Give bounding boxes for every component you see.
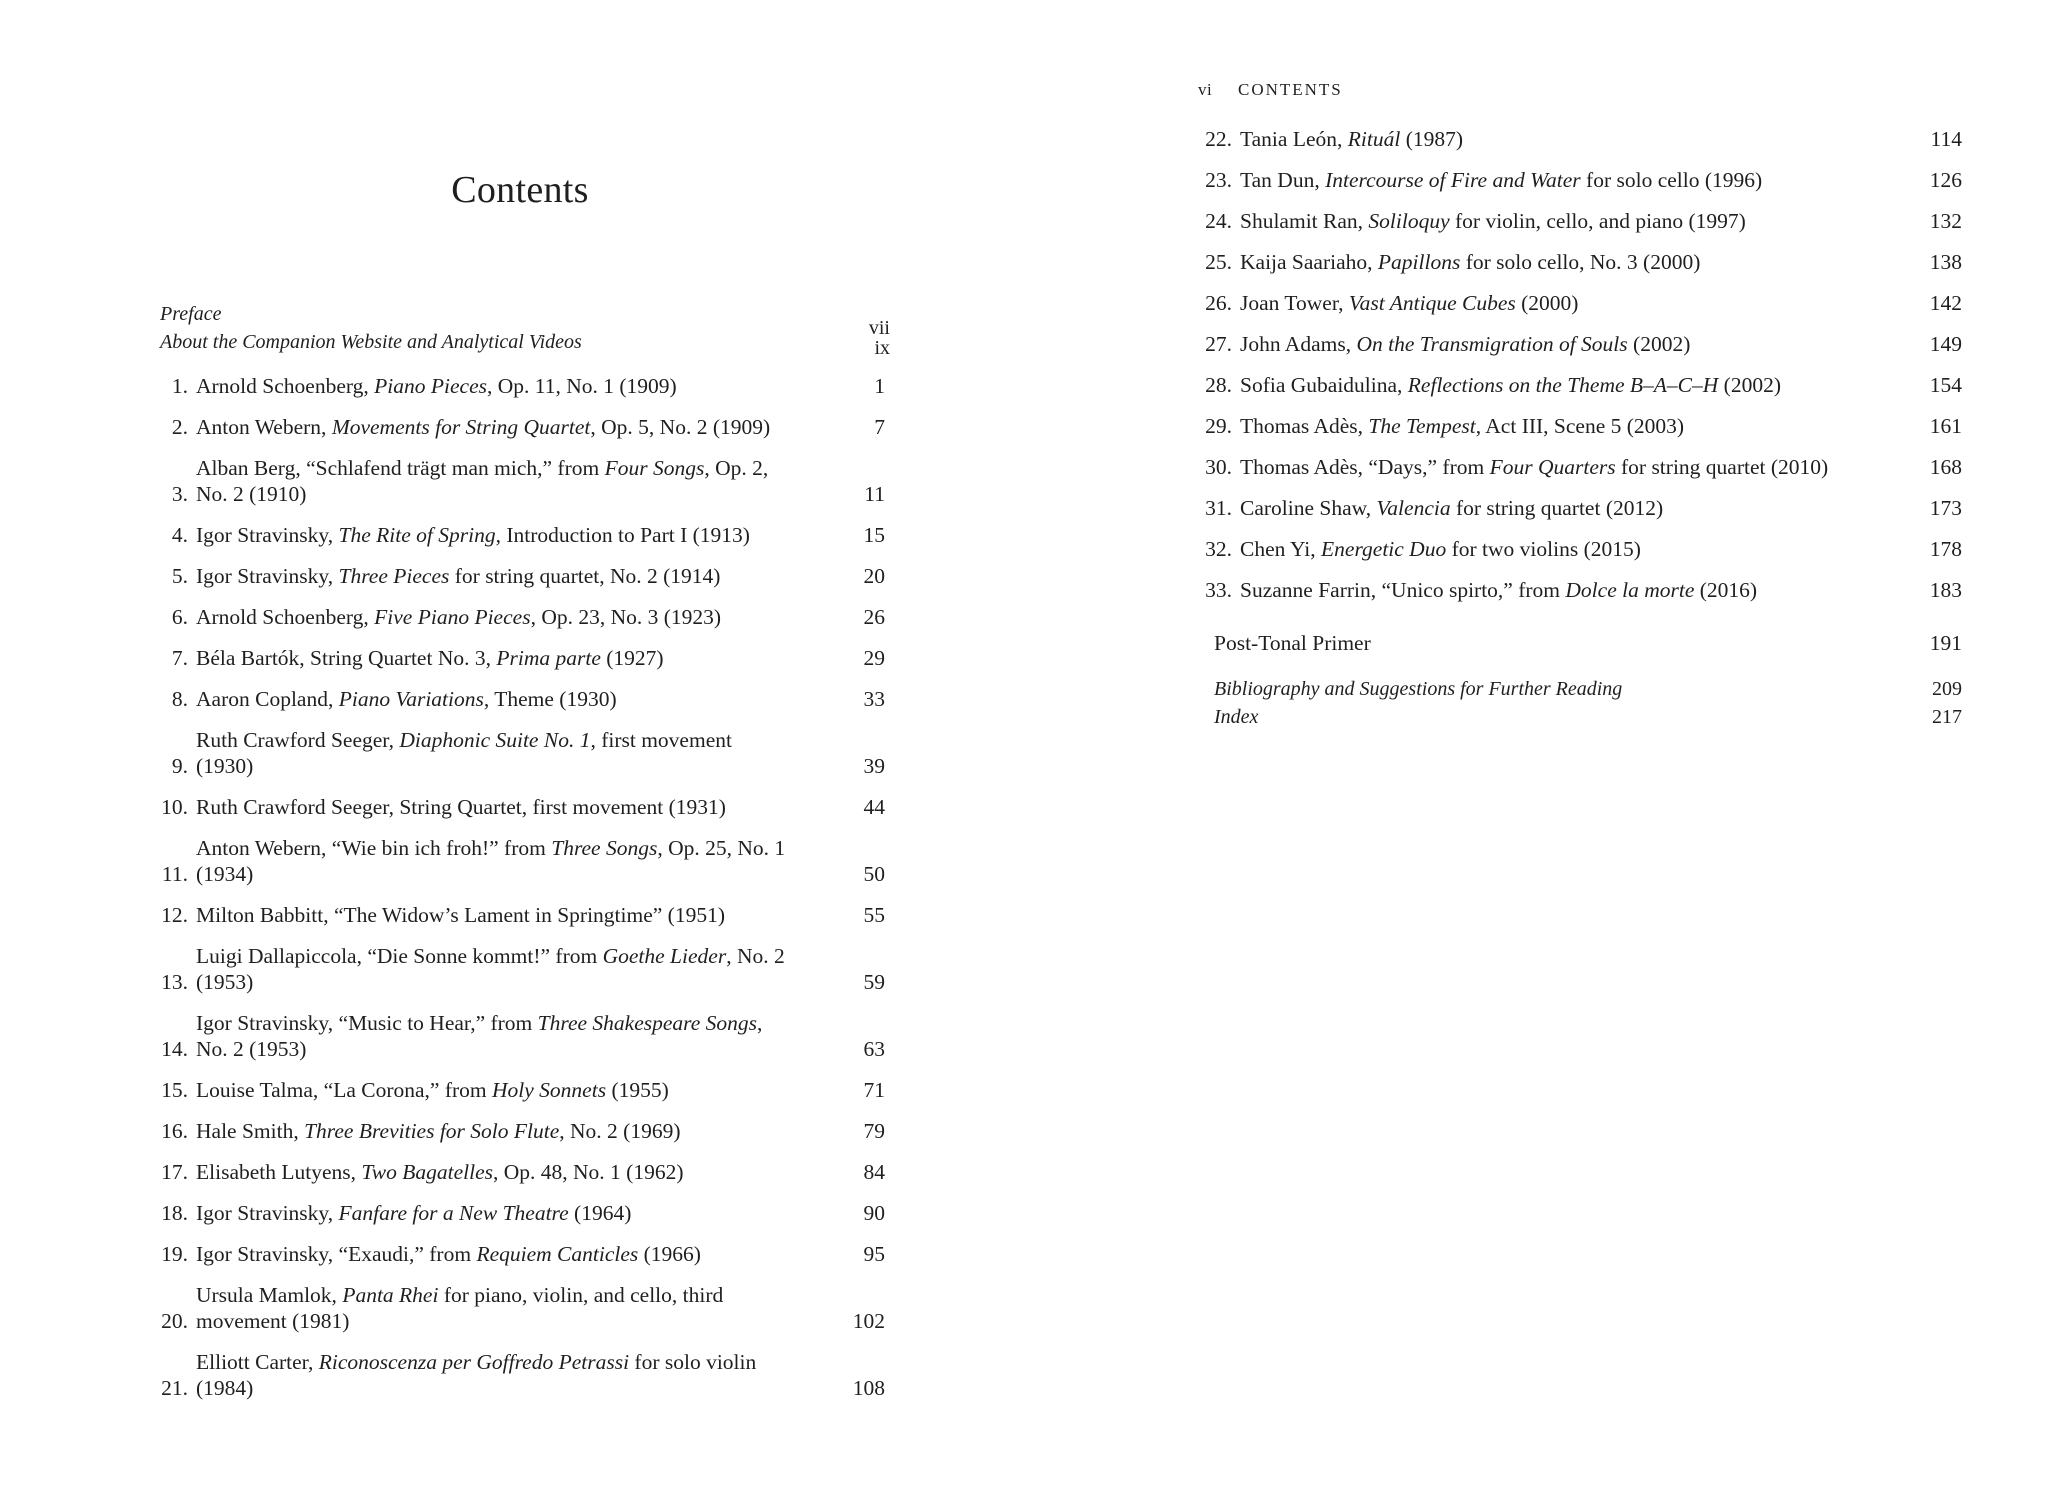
- entry-page: 154: [1929, 373, 1962, 397]
- entry-number: 23.: [1205, 168, 1232, 192]
- entry-number: 1.: [171, 374, 188, 398]
- entry-number: 31.: [1205, 496, 1232, 520]
- entry-page: 90: [863, 1201, 885, 1225]
- entry-number: 27.: [1205, 332, 1232, 356]
- entry-number: 2.: [171, 415, 188, 439]
- toc-entry: [1192, 577, 1962, 603]
- entry-page: vii: [868, 317, 890, 339]
- toc-entry: [140, 835, 885, 887]
- toc-front-entry: [160, 328, 890, 359]
- entry-title: Igor Stravinsky, Fanfare for a New Theatre (1964): [196, 1201, 632, 1225]
- entry-page: 79: [863, 1119, 885, 1143]
- entry-number: 20.: [161, 1309, 188, 1333]
- toc-entry: [140, 943, 885, 995]
- entry-page: 44: [863, 795, 885, 819]
- toc-entry: [140, 1241, 885, 1267]
- toc-entry: [1192, 290, 1962, 316]
- entry-title: Elliott Carter, Riconoscenza per Goffredo Petrassi for solo violin (1984): [196, 1350, 757, 1400]
- entry-page: 173: [1929, 496, 1962, 520]
- entry-page: 33: [863, 687, 885, 711]
- toc-entry: [140, 727, 885, 779]
- entry-page: 7: [874, 415, 885, 439]
- toc-entry: [140, 645, 885, 671]
- toc-entry: [1192, 454, 1962, 480]
- entry-page: 15: [863, 523, 885, 547]
- entry-label: Preface: [160, 303, 222, 325]
- entry-page: 114: [1930, 127, 1962, 151]
- entry-number: 9.: [171, 754, 188, 778]
- entry-title: Béla Bartók, String Quartet No. 3, Prima parte (1927): [196, 646, 664, 670]
- entry-number: 24.: [1205, 209, 1232, 233]
- page-title: Contents: [451, 169, 589, 211]
- toc-entries-left: [140, 373, 885, 1416]
- entry-page: 183: [1929, 578, 1962, 602]
- entry-title: Igor Stravinsky, “Music to Hear,” from Three Shakespeare Songs, No. 2 (1953): [196, 1011, 763, 1061]
- entry-page: 11: [864, 482, 885, 506]
- toc-entry: [1192, 208, 1962, 234]
- toc-entry: [140, 604, 885, 630]
- entry-title: Chen Yi, Energetic Duo for two violins (2015): [1240, 537, 1641, 561]
- toc-entry: [140, 1349, 885, 1401]
- entry-page: 138: [1929, 250, 1962, 274]
- entry-label: Bibliography and Suggestions for Further Reading: [1214, 678, 1623, 700]
- entry-title: Tania León, Rituál (1987): [1240, 127, 1464, 151]
- entry-number: 7.: [171, 646, 188, 670]
- toc-entry: [140, 522, 885, 548]
- entry-page: 108: [852, 1376, 885, 1400]
- toc-back-entry: [1214, 675, 1962, 703]
- toc-entry: [140, 455, 885, 507]
- toc-entry: [140, 1282, 885, 1334]
- left-page: [0, 0, 1032, 1500]
- entry-page: 142: [1929, 291, 1962, 315]
- entry-page: 168: [1929, 455, 1962, 479]
- toc-entry: [140, 1010, 885, 1062]
- entry-page: 191: [1929, 631, 1962, 655]
- entry-title: Elisabeth Lutyens, Two Bagatelles, Op. 48, No. 1 (1962): [196, 1160, 684, 1184]
- entry-title: Louise Talma, “La Corona,” from Holy Sonnets (1955): [196, 1078, 669, 1102]
- entry-title: Tan Dun, Intercourse of Fire and Water for solo cello (1996): [1240, 168, 1763, 192]
- entry-page: 132: [1929, 209, 1962, 233]
- entry-number: 25.: [1205, 250, 1232, 274]
- entry-number: 5.: [171, 564, 188, 588]
- entry-label: About the Companion Website and Analytical Videos: [160, 331, 582, 353]
- entry-number: 15.: [161, 1078, 188, 1102]
- entry-title: Suzanne Farrin, “Unico spirto,” from Dolce la morte (2016): [1240, 578, 1758, 602]
- entry-number: 13.: [161, 970, 188, 994]
- entry-page: 149: [1929, 332, 1962, 356]
- entry-page: 217: [1932, 706, 1962, 728]
- entry-title: Thomas Adès, “Days,” from Four Quarters for string quartet (2010): [1240, 455, 1829, 479]
- toc-entry: [140, 902, 885, 928]
- entry-number: 33.: [1205, 578, 1232, 602]
- entry-page: 178: [1929, 537, 1962, 561]
- entry-title: Ursula Mamlok, Panta Rhei for piano, violin, and cello, third movement (1981): [196, 1283, 724, 1333]
- entry-number: 4.: [171, 523, 188, 547]
- toc-entry: [140, 1200, 885, 1226]
- entry-number: 10.: [161, 795, 188, 819]
- entry-number: 21.: [161, 1376, 188, 1400]
- entry-page: 59: [863, 970, 885, 994]
- toc-entry: [1192, 495, 1962, 521]
- entry-title: Shulamit Ran, Soliloquy for violin, cello, and piano (1997): [1240, 209, 1746, 233]
- toc-back-entry: [1214, 703, 1962, 731]
- entry-page: 1: [874, 374, 885, 398]
- entry-title: Ruth Crawford Seeger, String Quartet, first movement (1931): [196, 795, 726, 819]
- entry-number: 29.: [1205, 414, 1232, 438]
- entry-title: Sofia Gubaidulina, Reflections on the Theme B–A–C–H (2002): [1240, 373, 1781, 397]
- toc-entry: [140, 794, 885, 820]
- entry-number: 22.: [1205, 127, 1232, 151]
- entry-page: 29: [863, 646, 885, 670]
- toc-entry: [140, 1118, 885, 1144]
- entry-number: 32.: [1205, 537, 1232, 561]
- entry-page: 126: [1929, 168, 1962, 192]
- toc-entry: [1192, 167, 1962, 193]
- toc-entries-right: [1192, 126, 1962, 618]
- entry-title: Aaron Copland, Piano Variations, Theme (1930): [196, 687, 617, 711]
- entry-page: 95: [863, 1242, 885, 1266]
- entry-number: 11.: [161, 862, 188, 886]
- entry-page: 26: [863, 605, 885, 629]
- entry-number: 16.: [161, 1119, 188, 1143]
- entry-title: Anton Webern, Movements for String Quartet, Op. 5, No. 2 (1909): [196, 415, 771, 439]
- toc-entry: [140, 414, 885, 440]
- entry-page: 209: [1932, 678, 1962, 700]
- toc-entry: [1192, 413, 1962, 439]
- running-head: [1198, 80, 1343, 100]
- entry-number: 6.: [171, 605, 188, 629]
- toc-entry: [1192, 536, 1962, 562]
- toc-entry: [1192, 331, 1962, 357]
- entry-title: John Adams, On the Transmigration of Souls (2002): [1240, 332, 1691, 356]
- entry-title: Caroline Shaw, Valencia for string quartet (2012): [1240, 496, 1664, 520]
- entry-label: Index: [1214, 706, 1259, 728]
- toc-entry: [1192, 372, 1962, 398]
- entry-page: 55: [863, 903, 885, 927]
- entry-title: Arnold Schoenberg, Five Piano Pieces, Op. 23, No. 3 (1923): [196, 605, 722, 629]
- entry-number: 8.: [171, 687, 188, 711]
- entry-title: Igor Stravinsky, “Exaudi,” from Requiem Canticles (1966): [196, 1242, 701, 1266]
- entry-page: 20: [863, 564, 885, 588]
- entry-page: 39: [863, 754, 885, 778]
- entry-title: Igor Stravinsky, Three Pieces for string quartet, No. 2 (1914): [196, 564, 721, 588]
- entry-page: 161: [1929, 414, 1962, 438]
- toc-entry: [140, 373, 885, 399]
- entry-title: Thomas Adès, The Tempest, Act III, Scene 5 (2003): [1240, 414, 1685, 438]
- entry-number: 12.: [161, 903, 188, 927]
- entry-number: 14.: [161, 1037, 188, 1061]
- entry-title: Hale Smith, Three Brevities for Solo Flute, No. 2 (1969): [196, 1119, 681, 1143]
- entry-label: Post-Tonal Primer: [1214, 631, 1371, 655]
- entry-page: 50: [863, 862, 885, 886]
- entry-page: 102: [852, 1309, 885, 1333]
- entry-page: 84: [863, 1160, 885, 1184]
- entry-page: 63: [863, 1037, 885, 1061]
- entry-number: 30.: [1205, 455, 1232, 479]
- right-page: [1032, 0, 2065, 1500]
- entry-title: Ruth Crawford Seeger, Diaphonic Suite No. 1, first movement (1930): [196, 728, 732, 778]
- toc-entry: [140, 1159, 885, 1185]
- entry-title: Luigi Dallapiccola, “Die Sonne kommt!” from Goethe Lieder, No. 2 (1953): [196, 944, 785, 994]
- entry-title: Anton Webern, “Wie bin ich froh!” from Three Songs, Op. 25, No. 1 (1934): [196, 836, 786, 886]
- entry-title: Arnold Schoenberg, Piano Pieces, Op. 11, No. 1 (1909): [196, 374, 677, 398]
- toc-entry: [1192, 126, 1962, 152]
- toc-entry: [1192, 249, 1962, 275]
- entry-number: 19.: [161, 1242, 188, 1266]
- entry-title: Kaija Saariaho, Papillons for solo cello, No. 3 (2000): [1240, 250, 1701, 274]
- toc-entry: [140, 563, 885, 589]
- toc-entry: [140, 1077, 885, 1103]
- entry-title: Joan Tower, Vast Antique Cubes (2000): [1240, 291, 1579, 315]
- running-head-title: CONTENTS: [1237, 80, 1343, 99]
- back-matter: [1214, 675, 1962, 731]
- front-matter: [160, 300, 890, 359]
- entry-number: 18.: [161, 1201, 188, 1225]
- running-head-page-number: vi: [1198, 80, 1213, 99]
- entry-number: 28.: [1205, 373, 1232, 397]
- entry-title: Alban Berg, “Schlafend trägt man mich,” from Four Songs, Op. 2, No. 2 (1910): [196, 456, 769, 506]
- entry-number: 3.: [171, 482, 188, 506]
- toc-primer-entry: [1214, 630, 1962, 656]
- toc-front-entry: [160, 300, 890, 339]
- toc-entry: [140, 686, 885, 712]
- entry-page: 71: [863, 1078, 885, 1102]
- entry-number: 26.: [1205, 291, 1232, 315]
- entry-title: Milton Babbitt, “The Widow’s Lament in Springtime” (1951): [196, 903, 725, 927]
- entry-title: Igor Stravinsky, The Rite of Spring, Introduction to Part I (1913): [196, 523, 750, 547]
- entry-number: 17.: [161, 1160, 188, 1184]
- entry-page: ix: [874, 337, 890, 359]
